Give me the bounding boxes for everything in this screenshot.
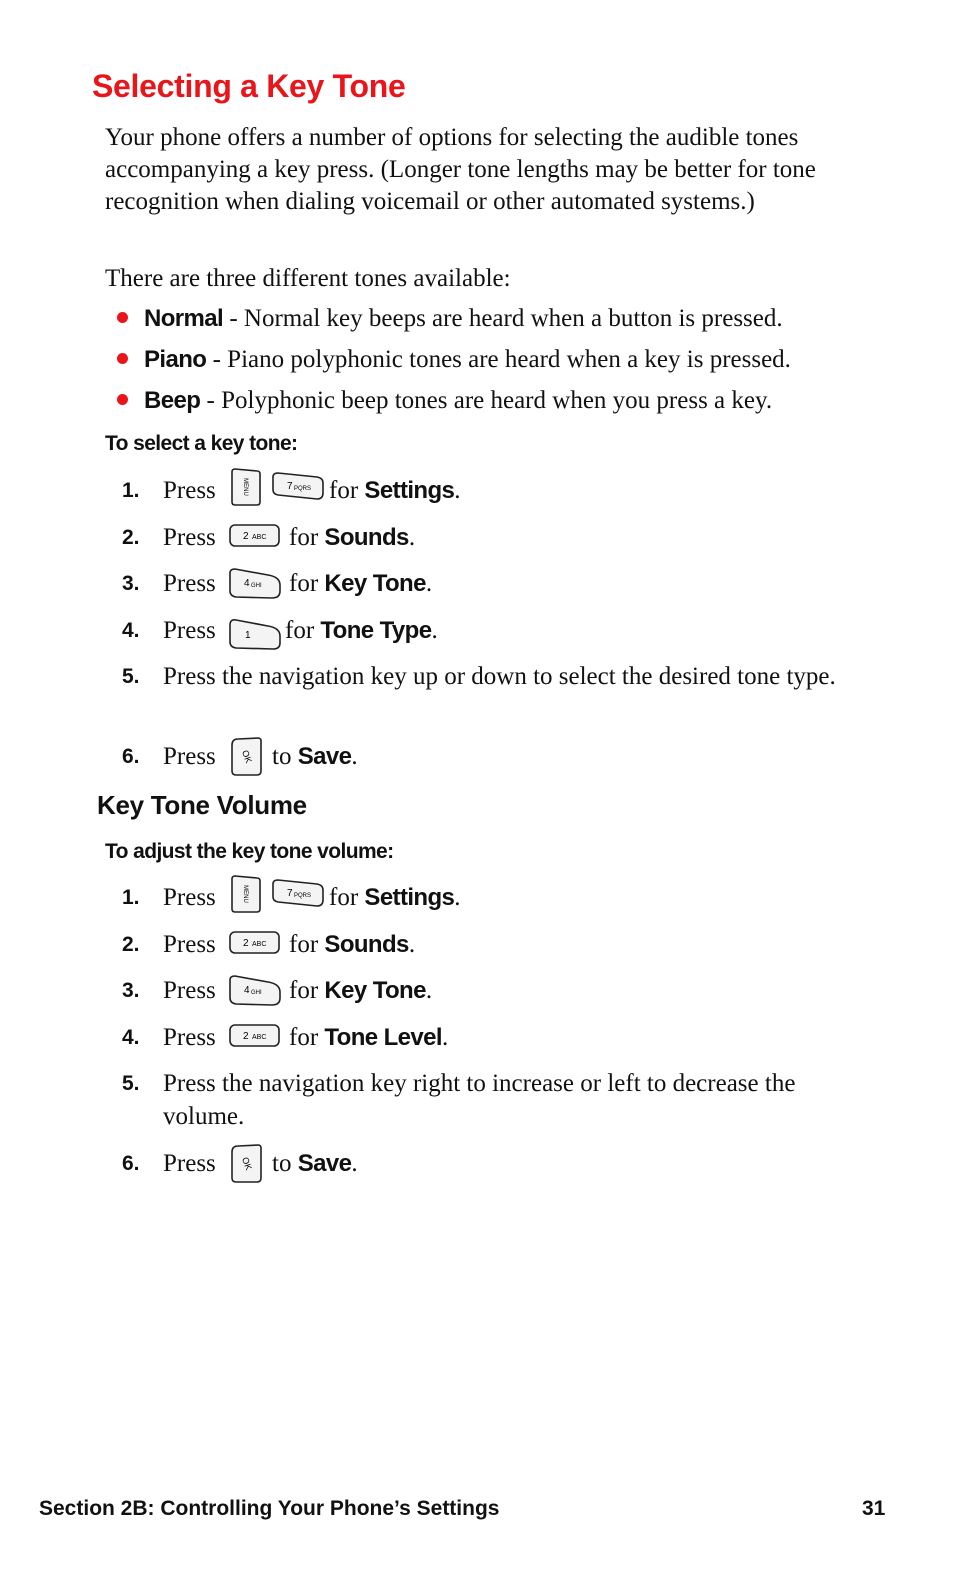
step-number: 3. — [122, 979, 140, 1002]
page-title: Selecting a Key Tone — [92, 68, 406, 104]
step-number: 3. — [122, 572, 140, 595]
key-tone-volume-heading: Key Tone Volume — [97, 790, 307, 820]
menu-key-icon — [229, 875, 263, 913]
key-7-icon — [271, 471, 325, 501]
step-press-text: Press — [163, 884, 216, 911]
svg-text:2: 2 — [243, 531, 249, 542]
step-for-text: for Sounds. — [289, 524, 416, 551]
svg-text:2: 2 — [243, 938, 249, 949]
step-press-text: Press — [163, 931, 216, 958]
step-press-text: Press — [163, 1024, 216, 1051]
available-tones-text: There are three different tones available: — [105, 265, 511, 292]
bullet-dot-icon — [117, 394, 128, 405]
step-for-text: for Tone Level. — [289, 1024, 449, 1051]
bullet-beep — [117, 385, 772, 417]
svg-text:ABC: ABC — [252, 534, 267, 541]
step-press-text: Press — [163, 743, 216, 770]
bullet-dot-icon — [117, 312, 128, 323]
bullet-dot-icon — [117, 353, 128, 364]
step-text: Press the navigation key right to increase or left to decrease the volume. — [163, 1070, 796, 1130]
svg-text:OK: OK — [240, 1155, 254, 1172]
select-key-tone-heading: To select a key tone: — [105, 432, 298, 455]
key-2-icon — [228, 930, 282, 956]
ok-key-icon — [228, 737, 264, 777]
step-for-text: to Save. — [272, 1150, 358, 1177]
step-number: 4. — [122, 1026, 140, 1049]
intro-paragraph: Your phone offers a number of options for selecting the audible tones accompanying a key press. (Longer tone lengths may be better for tone recognition when dialing voicemail or other automated systems.) — [105, 124, 816, 215]
step-for-text: for Key Tone. — [289, 570, 433, 597]
footer-section-title: Section 2B: Controlling Your Phone’s Settings — [39, 1497, 500, 1520]
svg-text:ABC: ABC — [252, 941, 267, 948]
bullet-desc: - Polyphonic beep tones are heard when you press a key. — [200, 387, 773, 414]
ok-key-icon — [228, 1144, 264, 1184]
svg-text:2: 2 — [243, 1031, 249, 1042]
bullet-term: Normal — [144, 305, 224, 332]
step-for-text: for Settings. — [329, 477, 461, 504]
step-press-text: Press — [163, 1150, 216, 1177]
step-press-text: Press — [163, 477, 216, 504]
bullet-term: Piano — [144, 346, 207, 373]
key-2-icon — [228, 1023, 282, 1049]
step-press-text: Press — [163, 617, 216, 644]
svg-text:MENU: MENU — [242, 885, 248, 903]
step-number: 2. — [122, 526, 140, 549]
key-4-icon — [228, 974, 282, 1008]
step-number: 4. — [122, 619, 140, 642]
svg-text:7: 7 — [287, 888, 293, 899]
step-number: 5. — [122, 1072, 140, 1095]
svg-text:GHI: GHI — [251, 990, 262, 996]
footer-page-number: 31 — [862, 1497, 886, 1520]
svg-text:OK: OK — [240, 748, 254, 765]
step-number: 1. — [122, 479, 140, 502]
svg-text:7: 7 — [287, 481, 293, 492]
step-number: 6. — [122, 1152, 140, 1175]
step-press-text: Press — [163, 977, 216, 1004]
step-text: Press the navigation key up or down to select the desired tone type. — [163, 663, 836, 690]
step-number: 1. — [122, 886, 140, 909]
svg-text:4: 4 — [244, 985, 250, 996]
step-for-text: to Save. — [272, 743, 358, 770]
svg-text:ABC: ABC — [252, 1034, 267, 1041]
step-press-text: Press — [163, 570, 216, 597]
bullet-desc: - Piano polyphonic tones are heard when a key is pressed. — [206, 346, 791, 373]
step-for-text: for Settings. — [329, 884, 461, 911]
step-for-text: for Key Tone. — [289, 977, 433, 1004]
key-2-icon — [228, 523, 282, 549]
svg-text:MENU: MENU — [242, 478, 248, 496]
step-for-text: for Sounds. — [289, 931, 416, 958]
key-1-icon — [228, 617, 282, 651]
step-number: 2. — [122, 933, 140, 956]
adjust-volume-heading: To adjust the key tone volume: — [105, 840, 394, 863]
key-7-icon — [271, 878, 325, 908]
svg-text:1: 1 — [245, 630, 251, 641]
bullet-desc: - Normal key beeps are heard when a button is pressed. — [223, 305, 783, 332]
bullet-piano — [117, 344, 791, 376]
bullet-term: Beep — [144, 387, 201, 414]
menu-key-icon — [229, 468, 263, 506]
svg-text:PQRS: PQRS — [294, 486, 312, 492]
key-4-icon — [228, 567, 282, 601]
bullet-normal — [117, 303, 783, 335]
svg-text:GHI: GHI — [251, 583, 262, 589]
svg-text:PQRS: PQRS — [294, 893, 312, 899]
step-number: 5. — [122, 665, 140, 688]
step-for-text: for Tone Type. — [285, 617, 438, 644]
step-number: 6. — [122, 745, 140, 768]
step-press-text: Press — [163, 524, 216, 551]
svg-text:4: 4 — [244, 578, 250, 589]
